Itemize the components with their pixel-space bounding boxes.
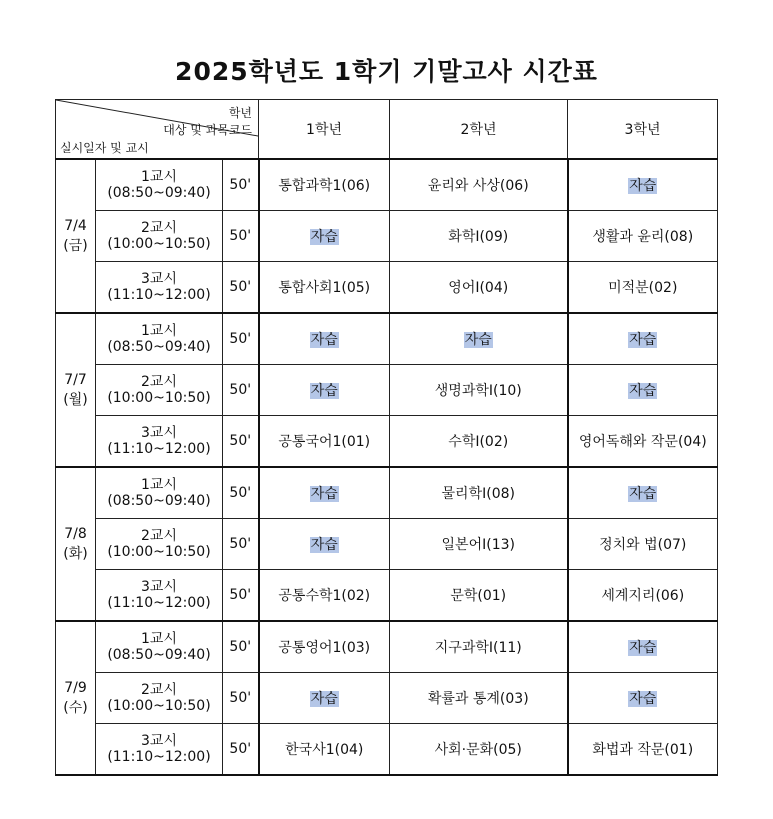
subject-cell-grade-1: [259, 519, 390, 570]
duration-cell: 50': [223, 159, 259, 211]
exam-weekday: (월): [63, 392, 88, 408]
subject-cell-grade-2: [390, 416, 568, 468]
subject-cell-grade-2: [390, 365, 568, 416]
subject-name: 일본어I(13): [441, 537, 515, 553]
table-row: [56, 159, 718, 211]
subject-cell-grade-2: [390, 570, 568, 622]
exam-date: 7/9: [64, 680, 87, 696]
period-label: 1교시: [141, 477, 177, 493]
subject-cell-grade-3: [568, 467, 718, 519]
subject-name: 통합과학1(06): [278, 178, 371, 194]
table-row: [56, 262, 718, 314]
table-row: [56, 621, 718, 673]
exam-date-cell: [56, 313, 96, 467]
subject-cell-grade-3: [568, 570, 718, 622]
subject-name: 자습: [310, 332, 338, 348]
subject-cell-grade-1: [259, 211, 390, 262]
subject-name: 자습: [629, 178, 657, 194]
subject-name: 자습: [310, 537, 338, 553]
subject-name: 미적분(02): [608, 280, 678, 296]
period-label: 2교시: [141, 682, 177, 698]
period-cell: [96, 365, 223, 416]
subject-name: 자습: [310, 691, 338, 707]
subject-name: 공통국어1(01): [278, 434, 371, 450]
subject-cell-grade-3: [568, 416, 718, 468]
subject-name: 물리학I(08): [441, 486, 515, 502]
subject-name: 자습: [310, 229, 338, 245]
subject-cell-grade-3: [568, 673, 718, 724]
exam-date-cell: [56, 621, 96, 775]
subject-name: 자습: [629, 332, 657, 348]
table-row: [56, 724, 718, 776]
subject-cell-grade-2: [390, 519, 568, 570]
exam-date-cell: [56, 467, 96, 621]
period-label: 1교시: [141, 169, 177, 185]
subject-name: 정치와 법(07): [599, 537, 687, 553]
subject-cell-grade-1: [259, 365, 390, 416]
period-label: 2교시: [141, 220, 177, 236]
subject-name: 문학(01): [450, 588, 507, 604]
header-row: [56, 100, 718, 160]
subject-name: 영어I(04): [448, 280, 509, 296]
subject-name: 수학I(02): [448, 434, 509, 450]
period-label: 1교시: [141, 631, 177, 647]
period-cell: [96, 262, 223, 314]
subject-cell-grade-2: [390, 467, 568, 519]
period-label: 2교시: [141, 528, 177, 544]
subject-name: 자습: [310, 383, 338, 399]
duration-cell: 50': [223, 467, 259, 519]
period-cell: [96, 621, 223, 673]
duration-cell: 50': [223, 416, 259, 468]
duration-cell: 50': [223, 365, 259, 416]
period-cell: [96, 724, 223, 776]
subject-cell-grade-1: [259, 416, 390, 468]
grade-header-3: 3학년: [568, 100, 718, 160]
subject-cell-grade-1: [259, 262, 390, 314]
subject-cell-grade-2: [390, 673, 568, 724]
exam-date: 7/4: [64, 218, 87, 234]
table-row: [56, 416, 718, 468]
exam-weekday: (금): [63, 238, 88, 254]
duration-cell: 50': [223, 313, 259, 365]
table-row: [56, 313, 718, 365]
period-label: 3교시: [141, 579, 177, 595]
grade-header-2: 2학년: [390, 100, 568, 160]
subject-name: 자습: [629, 486, 657, 502]
period-cell: [96, 211, 223, 262]
duration-cell: 50': [223, 519, 259, 570]
period-time: (10:00~10:50): [107, 236, 211, 252]
subject-name: 자습: [629, 691, 657, 707]
duration-cell: 50': [223, 570, 259, 622]
subject-cell-grade-3: [568, 724, 718, 776]
period-cell: [96, 313, 223, 365]
period-label: 2교시: [141, 374, 177, 390]
subject-name: 자습: [629, 383, 657, 399]
subject-cell-grade-1: [259, 724, 390, 776]
subject-cell-grade-2: [390, 159, 568, 211]
exam-date-cell: [56, 159, 96, 313]
subject-name: 자습: [629, 640, 657, 656]
subject-name: 확률과 통계(03): [427, 691, 529, 707]
subject-name: 지구과학I(11): [434, 640, 522, 656]
period-cell: [96, 673, 223, 724]
subject-cell-grade-2: [390, 211, 568, 262]
subject-cell-grade-3: [568, 621, 718, 673]
subject-cell-grade-3: [568, 365, 718, 416]
duration-cell: 50': [223, 673, 259, 724]
period-time: (11:10~12:00): [107, 287, 211, 303]
subject-cell-grade-2: [390, 313, 568, 365]
subject-cell-grade-1: [259, 467, 390, 519]
subject-cell-grade-3: [568, 519, 718, 570]
subject-name: 화학I(09): [448, 229, 509, 245]
table-row: [56, 211, 718, 262]
subject-name: 자습: [464, 332, 492, 348]
table-row: [56, 519, 718, 570]
period-time: (11:10~12:00): [107, 595, 211, 611]
period-time: (10:00~10:50): [107, 698, 211, 714]
subject-cell-grade-1: [259, 570, 390, 622]
period-cell: [96, 467, 223, 519]
subject-cell-grade-1: [259, 313, 390, 365]
period-time: (08:50~09:40): [107, 339, 211, 355]
corner-subject-label: 대상 및 과목코드: [163, 123, 253, 137]
duration-cell: 50': [223, 211, 259, 262]
subject-cell-grade-1: [259, 621, 390, 673]
table-row: [56, 467, 718, 519]
subject-cell-grade-1: [259, 673, 390, 724]
corner-date-label: 실시일자 및 교시: [60, 141, 149, 155]
period-time: (08:50~09:40): [107, 647, 211, 663]
period-cell: [96, 570, 223, 622]
period-cell: [96, 519, 223, 570]
table-row: [56, 570, 718, 622]
subject-name: 공통영어1(03): [278, 640, 371, 656]
table-row: [56, 365, 718, 416]
period-time: (10:00~10:50): [107, 544, 211, 560]
subject-cell-grade-1: [259, 159, 390, 211]
subject-name: 한국사1(04): [285, 742, 364, 758]
exam-weekday: (화): [63, 546, 88, 562]
subject-cell-grade-2: [390, 724, 568, 776]
subject-name: 영어독해와 작문(04): [578, 434, 707, 450]
subject-name: 화법과 작문(01): [592, 742, 694, 758]
table-row: [56, 673, 718, 724]
subject-cell-grade-2: [390, 621, 568, 673]
subject-name: 윤리와 사상(06): [427, 178, 529, 194]
subject-cell-grade-3: [568, 313, 718, 365]
subject-name: 통합사회1(05): [278, 280, 371, 296]
subject-cell-grade-3: [568, 262, 718, 314]
period-time: (11:10~12:00): [107, 441, 211, 457]
page-title: 2025학년도 1학기 기말고사 시간표: [175, 57, 598, 86]
subject-name: 자습: [310, 486, 338, 502]
period-label: 3교시: [141, 425, 177, 441]
duration-cell: 50': [223, 621, 259, 673]
duration-cell: 50': [223, 724, 259, 776]
header-corner-cell: [56, 100, 259, 160]
period-label: 3교시: [141, 733, 177, 749]
subject-name: 공통수학1(02): [278, 588, 371, 604]
exam-timetable: [55, 99, 718, 776]
grade-header-1: 1학년: [259, 100, 390, 160]
period-time: (11:10~12:00): [107, 749, 211, 765]
period-cell: [96, 159, 223, 211]
period-label: 1교시: [141, 323, 177, 339]
subject-name: 세계지리(06): [601, 588, 685, 604]
period-time: (08:50~09:40): [107, 493, 211, 509]
subject-cell-grade-3: [568, 211, 718, 262]
exam-date: 7/7: [64, 372, 87, 388]
duration-cell: 50': [223, 262, 259, 314]
subject-name: 생활과 윤리(08): [592, 229, 694, 245]
period-label: 3교시: [141, 271, 177, 287]
period-time: (10:00~10:50): [107, 390, 211, 406]
exam-weekday: (수): [63, 700, 88, 716]
subject-cell-grade-3: [568, 159, 718, 211]
exam-date: 7/8: [64, 526, 87, 542]
corner-grade-label: 학년: [228, 106, 253, 120]
subject-name: 사회·문화(05): [434, 742, 522, 758]
period-cell: [96, 416, 223, 468]
subject-cell-grade-2: [390, 262, 568, 314]
period-time: (08:50~09:40): [107, 185, 211, 201]
subject-name: 생명과학I(10): [434, 383, 522, 399]
